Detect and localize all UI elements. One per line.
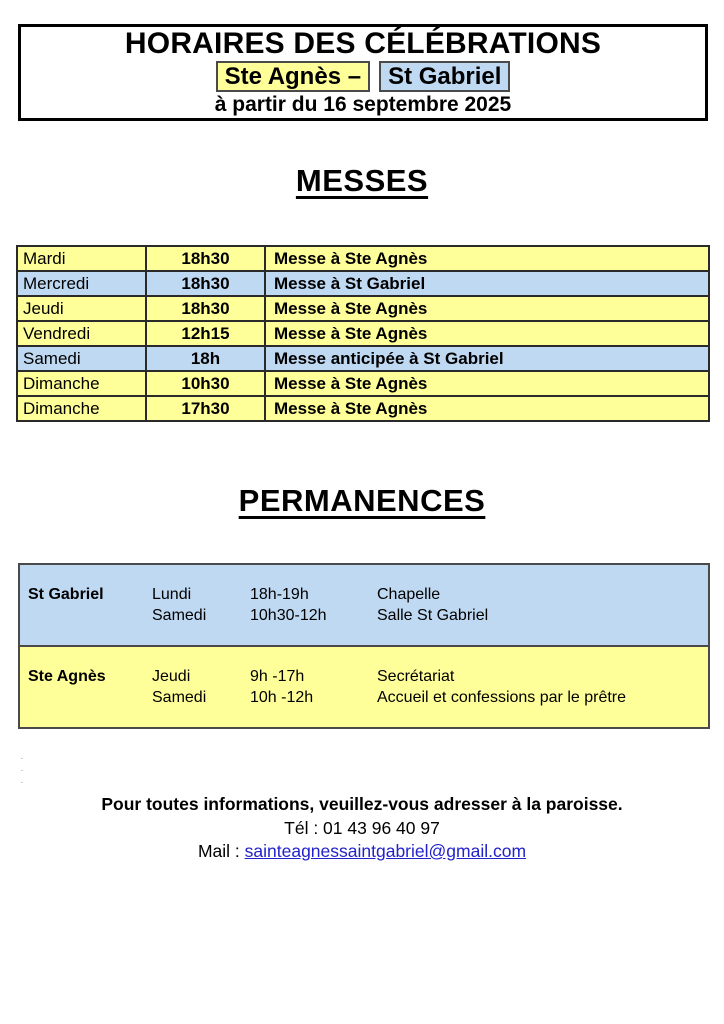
email-link[interactable]: sainteagnessaintgabriel@gmail.com [244,841,527,861]
badge-ste-agnes: Ste Agnès – [216,61,371,92]
description-cell: Messe à Ste Agnès [265,371,709,396]
description-cell: Messe à Ste Agnès [265,296,709,321]
location-line: Chapelle [377,586,441,603]
section-title-messes: MESSES [295,163,429,198]
description-cell: Messe à Ste Agnès [265,321,709,346]
section-title-permanences: PERMANENCES [238,483,486,518]
stray-dot: . [21,778,23,785]
table-row [17,321,709,346]
day-cell: Dimanche [17,371,146,396]
place-label: Ste Agnès [28,668,106,685]
locations-cell [377,584,704,626]
permanences-table [18,563,710,729]
time-cell: 10h30 [146,371,265,396]
phone-number: Tél : 01 43 96 40 97 [284,818,440,838]
info-text: Pour toutes informations, veuillez-vous adresser à la paroisse. [101,794,623,814]
mail-line [0,841,724,862]
day-cell: Vendredi [17,321,146,346]
description-cell: Messe anticipée à St Gabriel [265,346,709,371]
badge-st-gabriel: St Gabriel [379,61,510,92]
day-line: Lundi [152,586,192,603]
description-cell: Messe à Ste Agnès [265,396,709,421]
day-cell: Mercredi [17,271,146,296]
parish-badges [216,61,511,92]
permanence-row [20,565,708,645]
day-cell: Mardi [17,246,146,271]
time-cell: 18h30 [146,271,265,296]
time-line: 10h -12h [250,689,314,706]
time-line: 18h-19h [250,586,309,603]
time-cell: 17h30 [146,396,265,421]
email-label: Mail : [197,841,240,861]
table-row [17,271,709,296]
time-line: 10h30-12h [250,607,327,624]
messes-table [16,245,710,422]
permanence-row [20,645,708,727]
time-line: 9h -17h [250,668,305,685]
time-cell: 18h30 [146,296,265,321]
location-line: Salle St Gabriel [377,607,489,624]
table-row [17,296,709,321]
page-title: HORAIRES DES CÉLÉBRATIONS [124,27,602,60]
table-row [17,396,709,421]
description-cell: Messe à Ste Agnès [265,246,709,271]
effective-date: à partir du 16 septembre 2025 [214,93,512,116]
time-cell: 18h [146,346,265,371]
locations-cell [377,666,704,708]
days-cell [152,666,250,708]
table-row [17,246,709,271]
stray-dot: . [21,754,23,761]
day-line: Jeudi [152,668,191,685]
times-cell [250,584,377,626]
stray-dots [21,752,23,788]
header-box [18,24,708,121]
day-cell: Dimanche [17,396,146,421]
location-line: Accueil et confessions par le prêtre [377,689,627,706]
table-row [17,371,709,396]
times-cell [250,666,377,708]
days-cell [152,584,250,626]
description-cell: Messe à St Gabriel [265,271,709,296]
day-cell: Jeudi [17,296,146,321]
time-cell: 12h15 [146,321,265,346]
time-cell: 18h30 [146,246,265,271]
place-label: St Gabriel [28,586,104,603]
stray-dot: . [21,766,23,773]
table-row [17,346,709,371]
day-line: Samedi [152,689,207,706]
location-line: Secrétariat [377,668,455,685]
day-cell: Samedi [17,346,146,371]
day-line: Samedi [152,607,207,624]
